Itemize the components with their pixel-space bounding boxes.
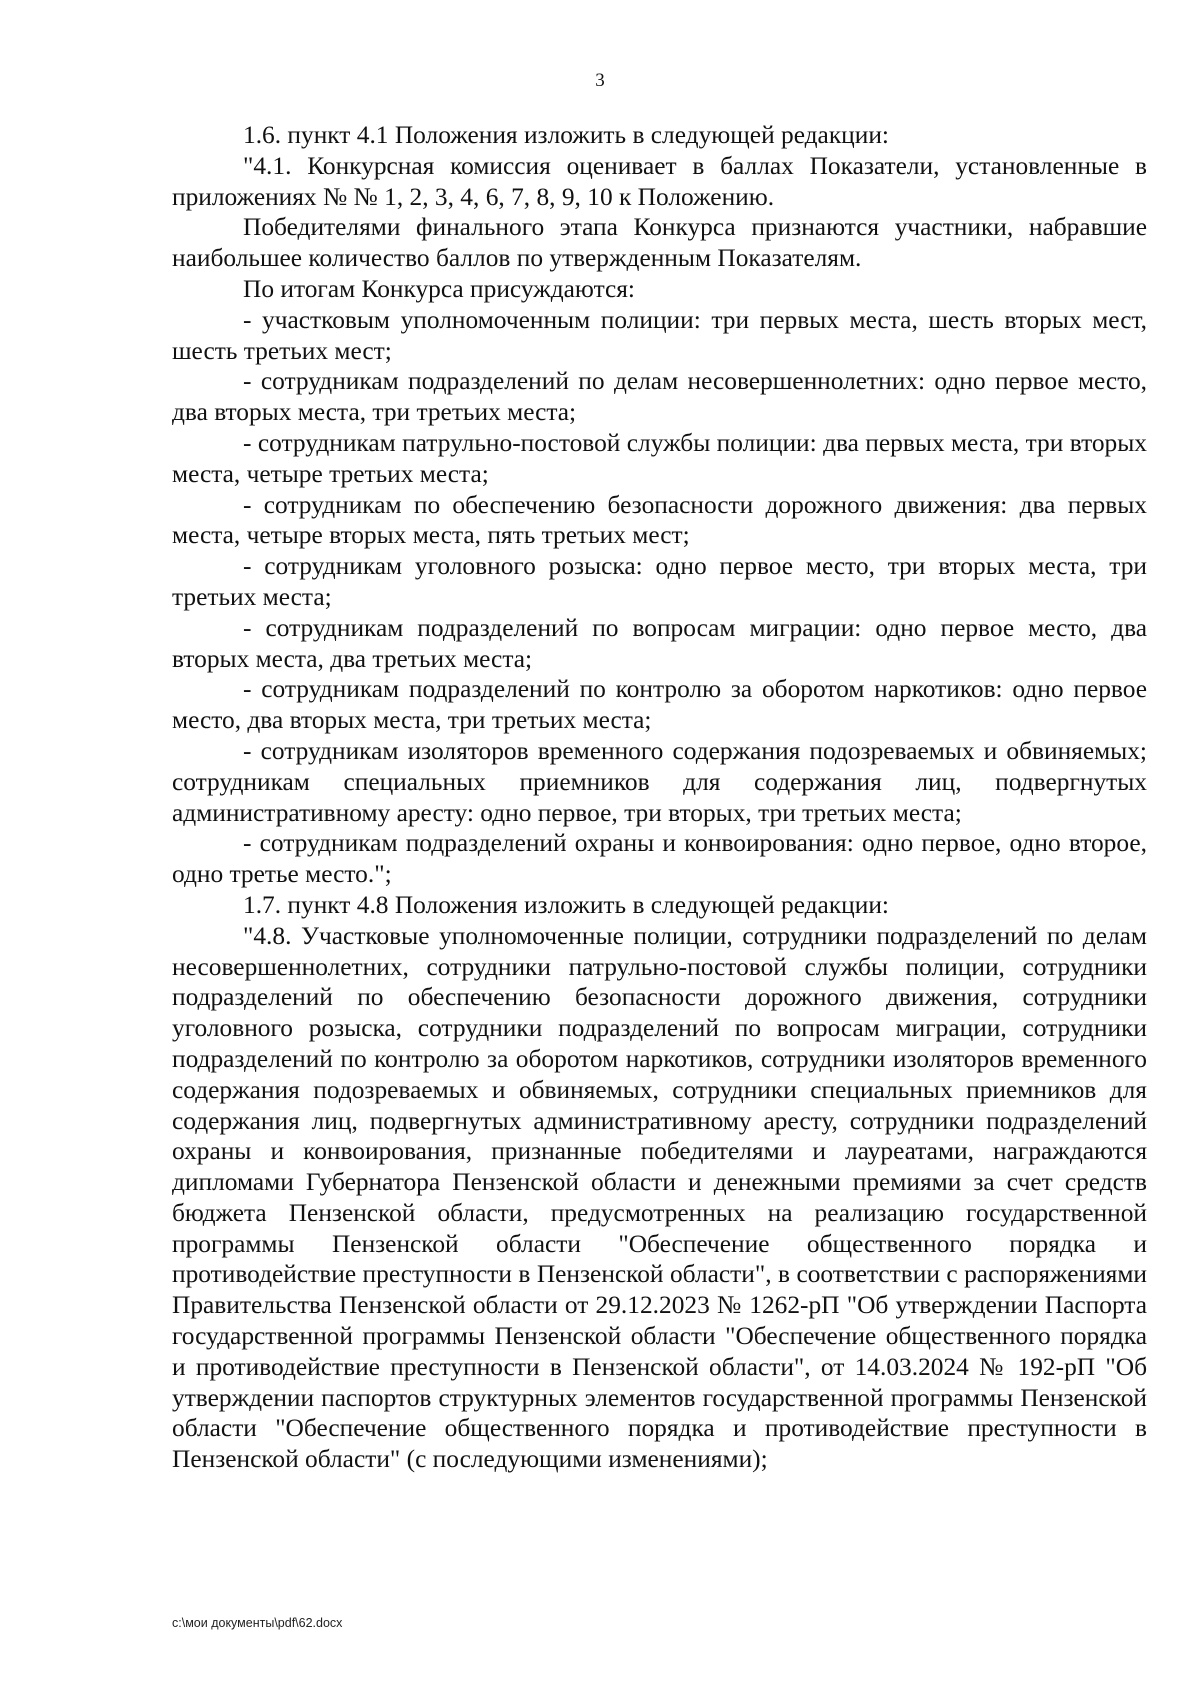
paragraph-1-7: 1.7. пункт 4.8 Положения изложить в следующей редакции: bbox=[243, 890, 889, 919]
award-item: - сотрудникам подразделений по контролю за оборотом наркотиков: одно первое место, два вторых места, три третьих места; bbox=[172, 675, 1147, 735]
award-item: - сотрудникам подразделений охраны и конвоирования: одно первое, одно второе, одно третье место."; bbox=[172, 829, 1147, 889]
award-item: - сотрудникам изоляторов временного содержания подозреваемых и обвиняемых; сотрудникам специальных приемников для содержания лиц, подвергнутых административному аресту: одно первое, три вторых, три третьих места; bbox=[172, 736, 1147, 827]
award-item: - сотрудникам уголовного розыска: одно первое место, три вторых места, три третьих места; bbox=[172, 552, 1147, 611]
paragraph-4-1: "4.1. Конкурсная комиссия оценивает в баллах Показатели, установленные в приложениях № № 1, 2, 3, 4, 6, 7, 8, 9, 10 к Положению. bbox=[172, 151, 1147, 211]
award-item: - участковым уполномоченным полиции: три первых места, шесть вторых мест, шесть третьих мест; bbox=[172, 305, 1147, 365]
award-item: - сотрудникам подразделений по делам несовершеннолетних: одно первое место, два вторых места, три третьих места; bbox=[172, 367, 1147, 427]
award-item: - сотрудникам подразделений по вопросам миграции: одно первое место, два вторых места, два третьих места; bbox=[172, 613, 1147, 673]
document-body bbox=[172, 120, 1147, 1475]
paragraph-4-8: "4.8. Участковые уполномоченные полиции, сотрудники подразделений по делам несовершеннолетних, сотрудники патрульно-постовой службы полиции, сотрудники подразделений по обеспечению безопасности дорожного движения, сотрудники уголовного розыска, сотрудники подразделений по вопросам миграции, сотрудники подразделений по контролю за оборотом наркотиков, сотрудники изоляторов временного содержания подозреваемых и обвиняемых, сотрудники специальных приемников для содержания лиц, подвергнутых административному аресту, сотрудники подразделений охраны и конвоирования, признанные победителями и лауреатами, награждаются дипломами Губернатора Пензенской области и денежными премиями за счет средств бюджета Пензенской области, предусмотренных на реализацию государственной программы Пензенской области "Обеспечение общественного порядка и противодействие преступности в Пензенской области", в соответствии с распоряжениями Правительства Пензенской области от 29.12.2023 № 1262-рП "Об утверждении Паспорта государственной программы Пензенской области "Обеспечение общественного порядка и противодействие преступности в Пензенской области", от 14.03.2024 № 192-рП "Об утверждении паспортов структурных элементов государственной программы Пензенской области "Обеспечение общественного порядка и противодействие преступности в Пензенской области" (с последующими изменениями); bbox=[172, 921, 1147, 1474]
page-number: 3 bbox=[595, 70, 605, 91]
footer-file-path: c:\мои документы\pdf\62.docx bbox=[172, 1616, 343, 1630]
paragraph-1-6: 1.6. пункт 4.1 Положения изложить в следующей редакции: bbox=[243, 121, 889, 149]
paragraph-awards-intro: По итогам Конкурса присуждаются: bbox=[243, 274, 635, 303]
award-item: - сотрудникам патрульно-постовой службы полиции: два первых места, три вторых места, четыре третьих места; bbox=[172, 428, 1147, 488]
award-item: - сотрудникам по обеспечению безопасности дорожного движения: два первых места, четыре вторых места, пять третьих мест; bbox=[172, 490, 1147, 550]
paragraph-winners: Победителями финального этапа Конкурса признаются участники, набравшие наибольшее количество баллов по утвержденным Показателям. bbox=[172, 213, 1147, 273]
